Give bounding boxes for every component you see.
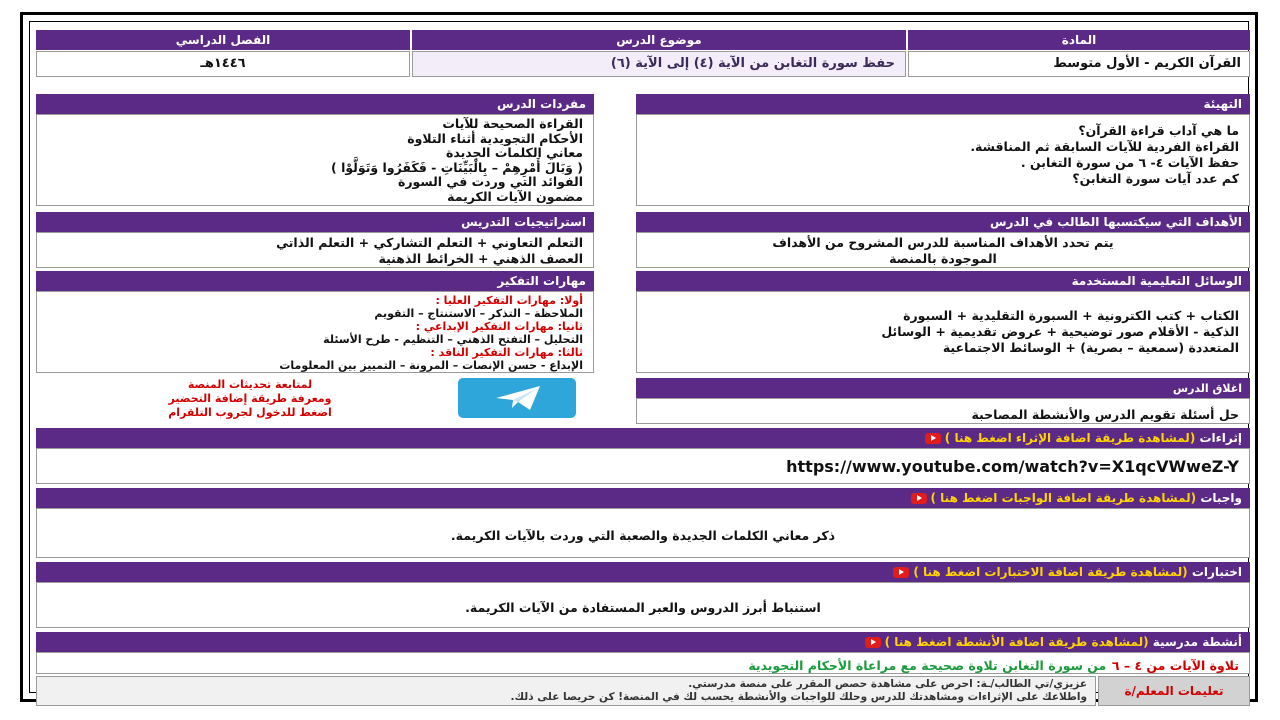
vocab-line: ( وَبَالَ أَمْرِهِمْ – بِالْبَيِّنَاتِ - فَكَفَرُوا وَتَوَلَّوْا ) bbox=[331, 159, 583, 175]
activities-text-detail: من سورة التغابن تلاوة صحيحة مع مراعاة الأحكام التجويدية bbox=[748, 658, 1107, 673]
subject-value: القرآن الكريم - الأول متوسط bbox=[1053, 56, 1241, 71]
thinking-line: الملاحظة – التذكر – الاستنتاج – التقويم bbox=[374, 307, 583, 320]
strategies-line: العصف الذهني + الخرائط الذهنية bbox=[378, 251, 583, 266]
activities-text-verses: تلاوة الآيات من ٤ – ٦ bbox=[1111, 658, 1239, 673]
telegram-line: لمتابعة تحديثات المنصة bbox=[187, 378, 313, 391]
media-line: الكتاب + كتب الكترونية + السبورة التقليدية + السبورة bbox=[903, 308, 1239, 323]
topic-value-cell bbox=[412, 51, 906, 77]
lesson-plan-frame bbox=[29, 21, 1249, 703]
subject-header bbox=[908, 30, 1250, 50]
thinking-title: مهارات التفكير bbox=[497, 274, 586, 288]
vocab-header bbox=[36, 94, 594, 114]
activities-body bbox=[36, 652, 1250, 674]
homework-link-text: (لمشاهدة طريقة اضافة الواجبات اضغط هنا ) bbox=[930, 491, 1197, 505]
tests-title: اختبارات bbox=[1191, 565, 1242, 579]
thinking-line: الإبداع - حسن الإنصات – المرونة – التمييز بين المعلومات bbox=[279, 359, 583, 372]
telegram-plane-icon bbox=[458, 378, 576, 418]
tests-link-text: (لمشاهدة طريقة اضافة الاختبارات اضغط هنا ) bbox=[913, 565, 1188, 579]
semester-label: الفصل الدراسي bbox=[175, 33, 271, 47]
enrichment-header bbox=[36, 428, 1250, 448]
media-body bbox=[636, 291, 1250, 373]
activities-title: أنشطة مدرسية bbox=[1152, 635, 1242, 649]
semester-value-cell bbox=[36, 51, 410, 77]
teacher-label: تعليمات المعلم/ة bbox=[1124, 684, 1224, 698]
telegram-icon[interactable] bbox=[458, 378, 576, 418]
topic-header bbox=[412, 30, 906, 50]
youtube-icon[interactable] bbox=[893, 567, 909, 578]
topic-value: حفظ سورة التغابن من الآية (٤) إلى الآية (٦) bbox=[610, 56, 895, 71]
thinking-line: التحليل – التفتح الذهني – التنظيم - طرح الأسئلة bbox=[323, 333, 583, 346]
semester-value: ١٤٤٦هـ bbox=[200, 56, 246, 71]
thinking-header bbox=[36, 271, 594, 291]
vocab-line: مضمون الآيات الكريمة bbox=[447, 188, 583, 204]
enrichment-url[interactable]: https://www.youtube.com/watch?v=X1qcVWweZ-Y bbox=[786, 457, 1239, 476]
activities-header bbox=[36, 632, 1250, 652]
tests-header bbox=[36, 562, 1250, 582]
intro-line: حفظ الآيات ٤- ٦ من سورة التغابن . bbox=[1020, 155, 1239, 170]
closing-header bbox=[636, 378, 1250, 398]
thinking-heading: ثالثا: مهارات التفكير الناقد : bbox=[430, 346, 583, 359]
strategies-line: التعلم التعاوني + التعلم التشاركي + التعلم الذاتي bbox=[276, 235, 583, 250]
strategies-body bbox=[36, 232, 594, 268]
goals-header bbox=[636, 212, 1250, 232]
intro-line: كم عدد آيات سورة التغابن؟ bbox=[1072, 171, 1239, 186]
goals-line: يتم تحدد الأهداف المناسبة للدرس المشروح من الأهداف bbox=[772, 235, 1114, 250]
enrichment-link[interactable] bbox=[945, 431, 1196, 445]
closing-title: اغلاق الدرس bbox=[1172, 381, 1242, 395]
homework-text: ذكر معاني الكلمات الجديدة والصعبة التي وردت بالآيات الكريمة. bbox=[450, 528, 836, 543]
homework-body bbox=[36, 508, 1250, 558]
closing-body bbox=[636, 398, 1250, 424]
telegram-promo-text[interactable] bbox=[90, 378, 410, 424]
vocab-line: القراءة الصحيحة للآيات bbox=[442, 116, 583, 131]
media-header bbox=[636, 271, 1250, 291]
youtube-icon[interactable] bbox=[925, 433, 941, 444]
intro-title: التهيئة bbox=[1203, 97, 1242, 111]
teacher-line: عزيزي/تي الطالب/ـة: احرص على مشاهدة حصص المقرر على منصة مدرستي. bbox=[688, 678, 1087, 690]
homework-link[interactable] bbox=[931, 491, 1197, 505]
goals-body bbox=[636, 232, 1250, 268]
strategies-title: استراتيجيات التدريس bbox=[461, 215, 586, 229]
enrichment-body bbox=[36, 448, 1250, 484]
intro-body bbox=[636, 114, 1250, 206]
teacher-instructions-label bbox=[1098, 676, 1250, 706]
topic-label: موضوع الدرس bbox=[616, 33, 702, 47]
intro-line: القراءة الفردية للآيات السابقة ثم المناقشة. bbox=[970, 139, 1239, 154]
vocab-line: الأحكام التجويدية أثناء التلاوة bbox=[407, 130, 583, 146]
tests-body bbox=[36, 582, 1250, 628]
teacher-instructions-body bbox=[36, 676, 1096, 706]
vocab-title: مفردات الدرس bbox=[496, 97, 586, 111]
enrichment-link-text: (لمشاهدة طريقة اضافة الإثراء اضغط هنا ) bbox=[944, 431, 1196, 445]
telegram-line: اضغط للدخول لجروب التلقرام bbox=[168, 406, 332, 419]
media-title: الوسائل التعليمية المستخدمة bbox=[1071, 274, 1242, 288]
thinking-body bbox=[36, 291, 594, 373]
strategies-header bbox=[36, 212, 594, 232]
thinking-heading: أولا: مهارات التفكير العليا : bbox=[435, 294, 583, 307]
homework-title: واجبات bbox=[1200, 491, 1242, 505]
vocab-body bbox=[36, 114, 594, 206]
thinking-heading: ثانيا: مهارات التفكير الإبداعي : bbox=[415, 320, 583, 333]
goals-line: الموجودة بالمنصة bbox=[889, 251, 997, 266]
intro-header bbox=[636, 94, 1250, 114]
vocab-line: الفوائد التي وردت في السورة bbox=[397, 174, 583, 189]
semester-header bbox=[36, 30, 410, 50]
enrichment-title: إثراءات bbox=[1199, 431, 1242, 445]
goals-title: الأهداف التي سيكتسبها الطالب في الدرس bbox=[989, 215, 1242, 229]
telegram-line: ومعرفة طريقة إضافة التحضير bbox=[168, 392, 332, 405]
youtube-icon[interactable] bbox=[865, 637, 881, 648]
media-line: المتعددة (سمعية – بصرية) + الوسائط الاجتماعية bbox=[942, 340, 1239, 355]
tests-link[interactable] bbox=[913, 565, 1187, 579]
tests-text: استنباط أبرز الدروس والعبر المستفادة من الآيات الكريمة. bbox=[465, 600, 821, 615]
homework-header bbox=[36, 488, 1250, 508]
closing-text: حل أسئلة تقويم الدرس والأنشطة المصاحبة bbox=[971, 407, 1239, 422]
subject-value-cell bbox=[908, 51, 1250, 77]
media-line: الذكية - الأقلام صور توضيحية + عروض تقديمية + الوسائل bbox=[881, 324, 1239, 339]
youtube-icon[interactable] bbox=[911, 493, 927, 504]
teacher-line: واطلاعك على الإثراءات ومشاهدتك للدرس وحلك للواجبات والأنشطة يحسب لك في المنصة! كن حريصا على ذلك. bbox=[510, 691, 1087, 703]
subject-label: المادة bbox=[1061, 33, 1097, 47]
activities-link-text: (لمشاهدة طريقة اضافة الأنشطة اضغط هنا ) bbox=[884, 635, 1149, 649]
lesson-plan-page bbox=[20, 12, 1258, 702]
intro-line: ما هي آداب قراءة القرآن؟ bbox=[1078, 123, 1239, 138]
vocab-line: معاني الكلمات الجديدة bbox=[445, 145, 583, 160]
activities-link[interactable] bbox=[885, 635, 1149, 649]
